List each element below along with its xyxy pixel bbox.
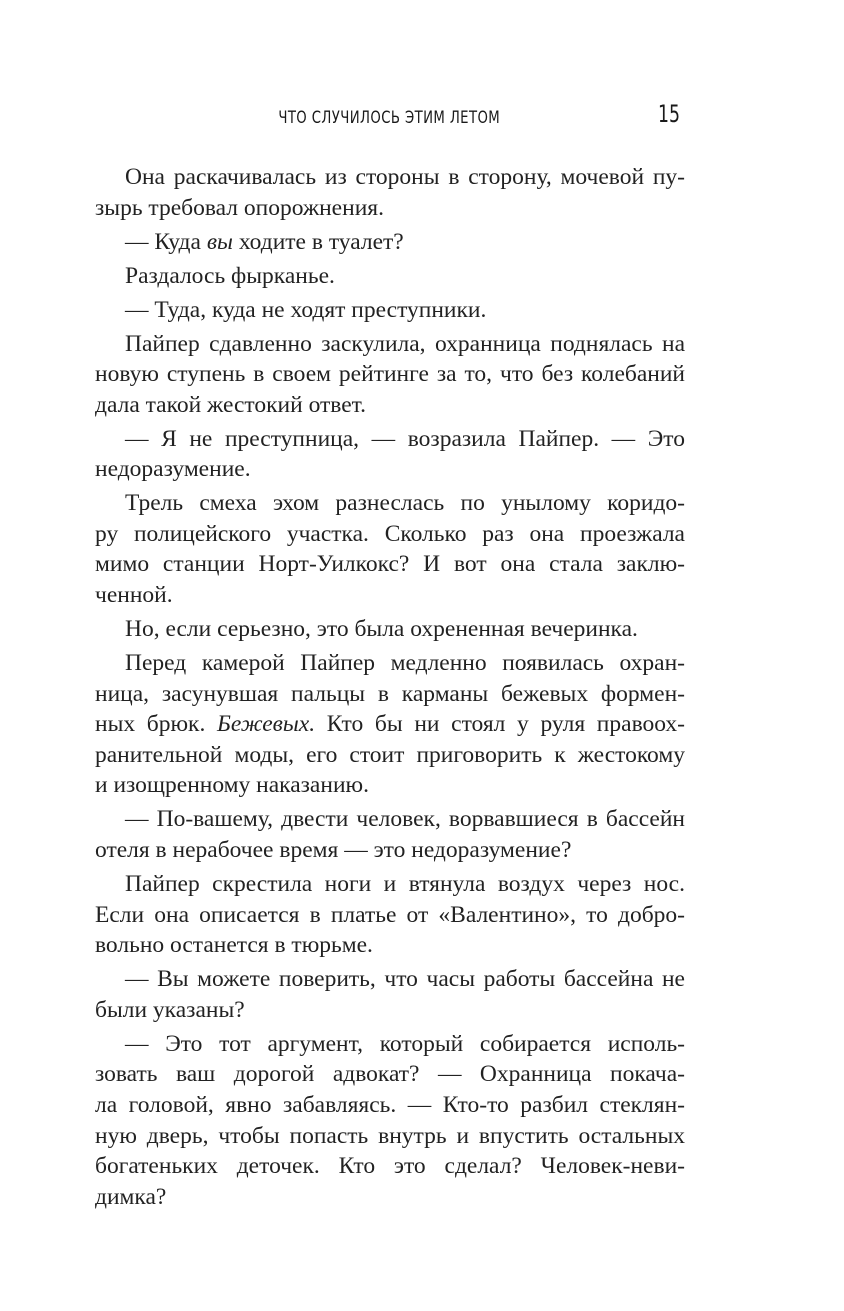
text-line: ла головой, явно забавляясь. — Кто-то разбил стеклян- [95,1091,685,1118]
text-line: — Вы можете поверить, что часы работы бассейна не [125,966,685,993]
text-line [95,709,685,740]
text-line: Она раскачивалась из стороны в сторону, мочевой пу- [125,164,685,190]
text-line: Трель смеха эхом разнеслась по унылому коридо- [125,490,685,517]
text-line: Но, если серьезно, это была охрененная вечеринка. [125,616,638,643]
text-line [95,227,685,258]
italic-word: Бежевых. [217,711,316,738]
text-line: Если она описается в платье от «Валентино», то добро- [95,901,685,928]
text-line: новую ступень в своем рейтинге за то, что без колебаний [95,361,685,388]
text-line: зовать ваш дорогой адвокат? — Охранница покача- [95,1061,685,1088]
text-line: мимо станции Норт-Уилкокс? И вот она стала заклю- [95,551,685,578]
text-line: были указаны? [95,996,245,1023]
text-line: ранительной моды, его стоит приговорить к жестокому [95,741,685,768]
text-run: Кто бы ни стоял у руля правоох- [315,711,685,738]
text-line: — Туда, куда не ходят преступники. [125,296,487,323]
text-line: богатеньких деточек. Кто это сделал? Человек-неви- [95,1153,685,1180]
text-line: ную дверь, чтобы попасть внутрь и впустить остальных [95,1122,685,1149]
text-run: ходите в туалет? [232,228,404,255]
text-line: ченной. [95,582,173,609]
text-line: и изощренному наказанию. [95,772,369,799]
text-line: недоразумение. [95,456,251,483]
text-line: — Это тот аргумент, который собирается исполь- [125,1030,685,1057]
text-line: зырь требовал опорожнения. [95,194,384,221]
text-run: ных брюк. [95,711,217,738]
italic-word: вы [206,228,233,255]
text-line: Раздалось фырканье. [125,262,335,289]
text-line: вольно останется в тюрьме. [95,932,373,959]
body-text [95,162,685,1212]
text-line: Пайпер скрестила ноги и втянула воздух через нос. [125,870,685,897]
page-number: 15 [658,100,680,128]
text-line: отеля в нерабочее время — это недоразумение? [95,836,572,863]
text-line: димка? [95,1183,167,1210]
text-run: — Куда [125,228,207,255]
text-line: ница, засунувшая пальцы в карманы бежевых формен- [95,680,685,707]
text-line: — По-вашему, двести человек, ворвавшиеся в бассейн [125,806,685,833]
text-line: Пайпер сдавленно заскулила, охранница поднялась на [125,330,685,357]
text-line: дала такой жестокий ответ. [95,391,367,418]
running-title: ЧТО СЛУЧИЛОСЬ ЭТИМ ЛЕТОМ [278,108,501,128]
running-head [86,108,744,128]
text-line: ру полицейского участка. Сколько раз она проезжала [95,520,685,547]
text-line: Перед камерой Пайпер медленно появилась охран- [125,650,685,677]
text-line: — Я не преступница, — возразила Пайпер. — Это [125,425,685,452]
